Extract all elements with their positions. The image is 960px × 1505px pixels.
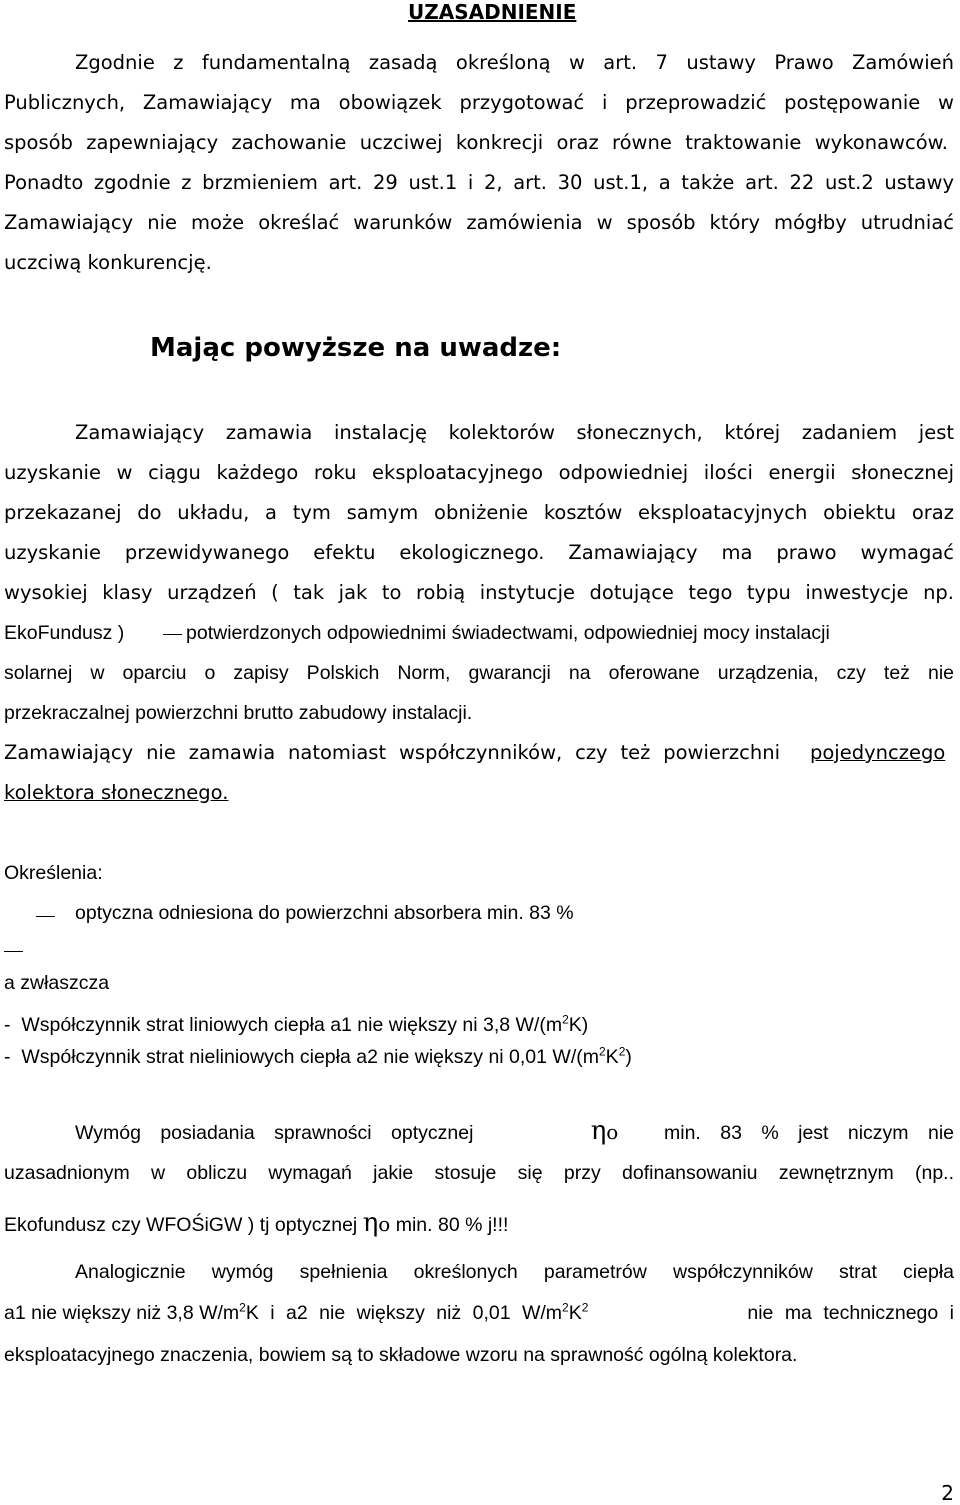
requirement-text: Wymóg posiadania sprawności optycznej [75,1122,474,1144]
definitions-label: Określenia: [4,862,103,884]
coefficient-a1-text: Współczynnik strat liniowych ciepła a1 nie większy ni 3,8 W/(m [21,1014,563,1036]
coefficient-a1 [4,1013,954,1037]
requirement-text-cont: min. 83 % jest niczym nie [664,1122,954,1144]
eta-symbol [363,1208,391,1238]
body-line-3: przekazanej do układu, a tym samym obniżenie kosztów eksploatacyjnych obiektu oraz [4,501,954,524]
superscript: 2 [562,1012,569,1027]
eta-letter: η [362,1208,379,1238]
analog-text-d: nie ma technicznego i [747,1302,954,1324]
intro-line-6: uczciwą konkurencję. [4,251,212,274]
unit-mid: K [605,1046,619,1068]
eta-subscript: o [606,1120,619,1144]
analog-line-3: eksploatacyjnego znaczenia, bowiem są to składowe wzoru na sprawność ogólną kolektora. [4,1344,798,1366]
body-line-9: Zamawiający nie zamawia natomiast współczynników, czy też powierzchni [4,741,780,764]
dash-mark [4,951,23,952]
body-line-1: Zamawiający zamawia instalację kolektorów słonecznych, której zadaniem jest [75,421,954,444]
especially-label: a zwłaszcza [4,972,110,994]
analog-text-a: a1 nie większy niż 3,8 W/m [4,1302,240,1324]
intro-line-3: sposób zapewniający zachowanie uczciwej konkrecji oraz równe traktowanie wykonawców. [4,131,948,154]
list-bullet: - [4,1046,11,1068]
body-line-8: przekraczalnej powierzchni brutto zabudowy instalacji. [4,702,473,724]
requirement-line-1 [75,1116,954,1146]
coefficient-a2 [4,1045,954,1069]
superscript: 2 [598,1044,606,1059]
body-line-9-underlined: pojedynczego [810,741,946,764]
ekofundusz-text: EkoFundusz ) [4,622,125,644]
eta-symbol [590,1116,619,1146]
analog-text-b: K i a2 nie większy niż 0,01 W/m [245,1302,563,1324]
intro-line-4: Ponadto zgodnie z brzmieniem art. 29 ust.1 i 2, art. 30 ust.1, a także art. 22 ust.2 ustawy [4,171,954,194]
page-number: 2 [941,1481,954,1505]
body-line-10-underlined: kolektora słonecznego. [4,781,229,804]
requirement-text-3b: min. 80 % j!!! [395,1214,509,1236]
dash-mark [36,916,55,917]
requirement-line-1-words [75,1121,545,1145]
body-line-7: solarnej w oparciu o zapisy Polskich Norm, gwarancji na oferowane urządzenia, czy też nie [4,662,954,684]
section-heading: Mając powyższe na uwadze: [150,333,562,363]
superscript: 2 [581,1300,589,1315]
intro-line-2: Publicznych, Zamawiający ma obowiązek przygotować i przeprowadzić postępowanie w [4,91,954,114]
superscript: 2 [618,1044,626,1059]
superscript: 2 [239,1300,246,1315]
body-line-4: uzyskanie przewidywanego efektu ekologicznego. Zamawiający ma prawo wymagać [4,541,954,564]
analog-line-2 [4,1301,954,1325]
analog-text-c: K [568,1302,582,1324]
list-bullet: - [4,1014,11,1036]
document-title: UZASADNIENIE [408,0,577,24]
eta-subscript: o [378,1212,391,1236]
body-line-6-cont: potwierdzonych odpowiednimi świadectwami, odpowiedniej mocy instalacji [186,622,830,644]
superscript: 2 [562,1300,569,1315]
analog-part-a [4,1301,588,1325]
analog-line-1: Analogicznie wymóg spełnienia określonych parametrów współczynników strat ciepła [75,1261,954,1283]
requirement-line-3 [4,1208,954,1238]
dash-mark [163,634,182,635]
body-line-2: uzyskanie w ciągu każdego roku eksploatacyjnego odpowiedniej ilości energii słonecznej [4,461,954,484]
coefficient-a2-text: Współczynnik strat nieliniowych ciepła a2 nie większy ni 0,01 W/(m [21,1046,599,1068]
optical-definition: optyczna odniesiona do powierzchni absorbera min. 83 % [75,902,574,924]
requirement-line-2: uzasadnionym w obliczu wymagań jakie stosuje się przy dofinansowaniu zewnętrznym (np.. [4,1162,954,1184]
unit-suffix: ) [625,1046,632,1068]
eta-letter: η [590,1116,607,1146]
body-line-5: wysokiej klasy urządzeń ( tak jak to robią instytucje dotujące tego typu inwestycje np. [4,581,954,604]
unit-suffix: K) [568,1014,589,1036]
intro-line-1: Zgodnie z fundamentalną zasadą określoną w art. 7 ustawy Prawo Zamówień [75,51,954,74]
requirement-text-3a: Ekofundusz czy WFOŚiGW ) tj optycznej [4,1214,358,1236]
intro-line-5: Zamawiający nie może określać warunków zamówienia w sposób który mógłby utrudniać [4,211,954,234]
